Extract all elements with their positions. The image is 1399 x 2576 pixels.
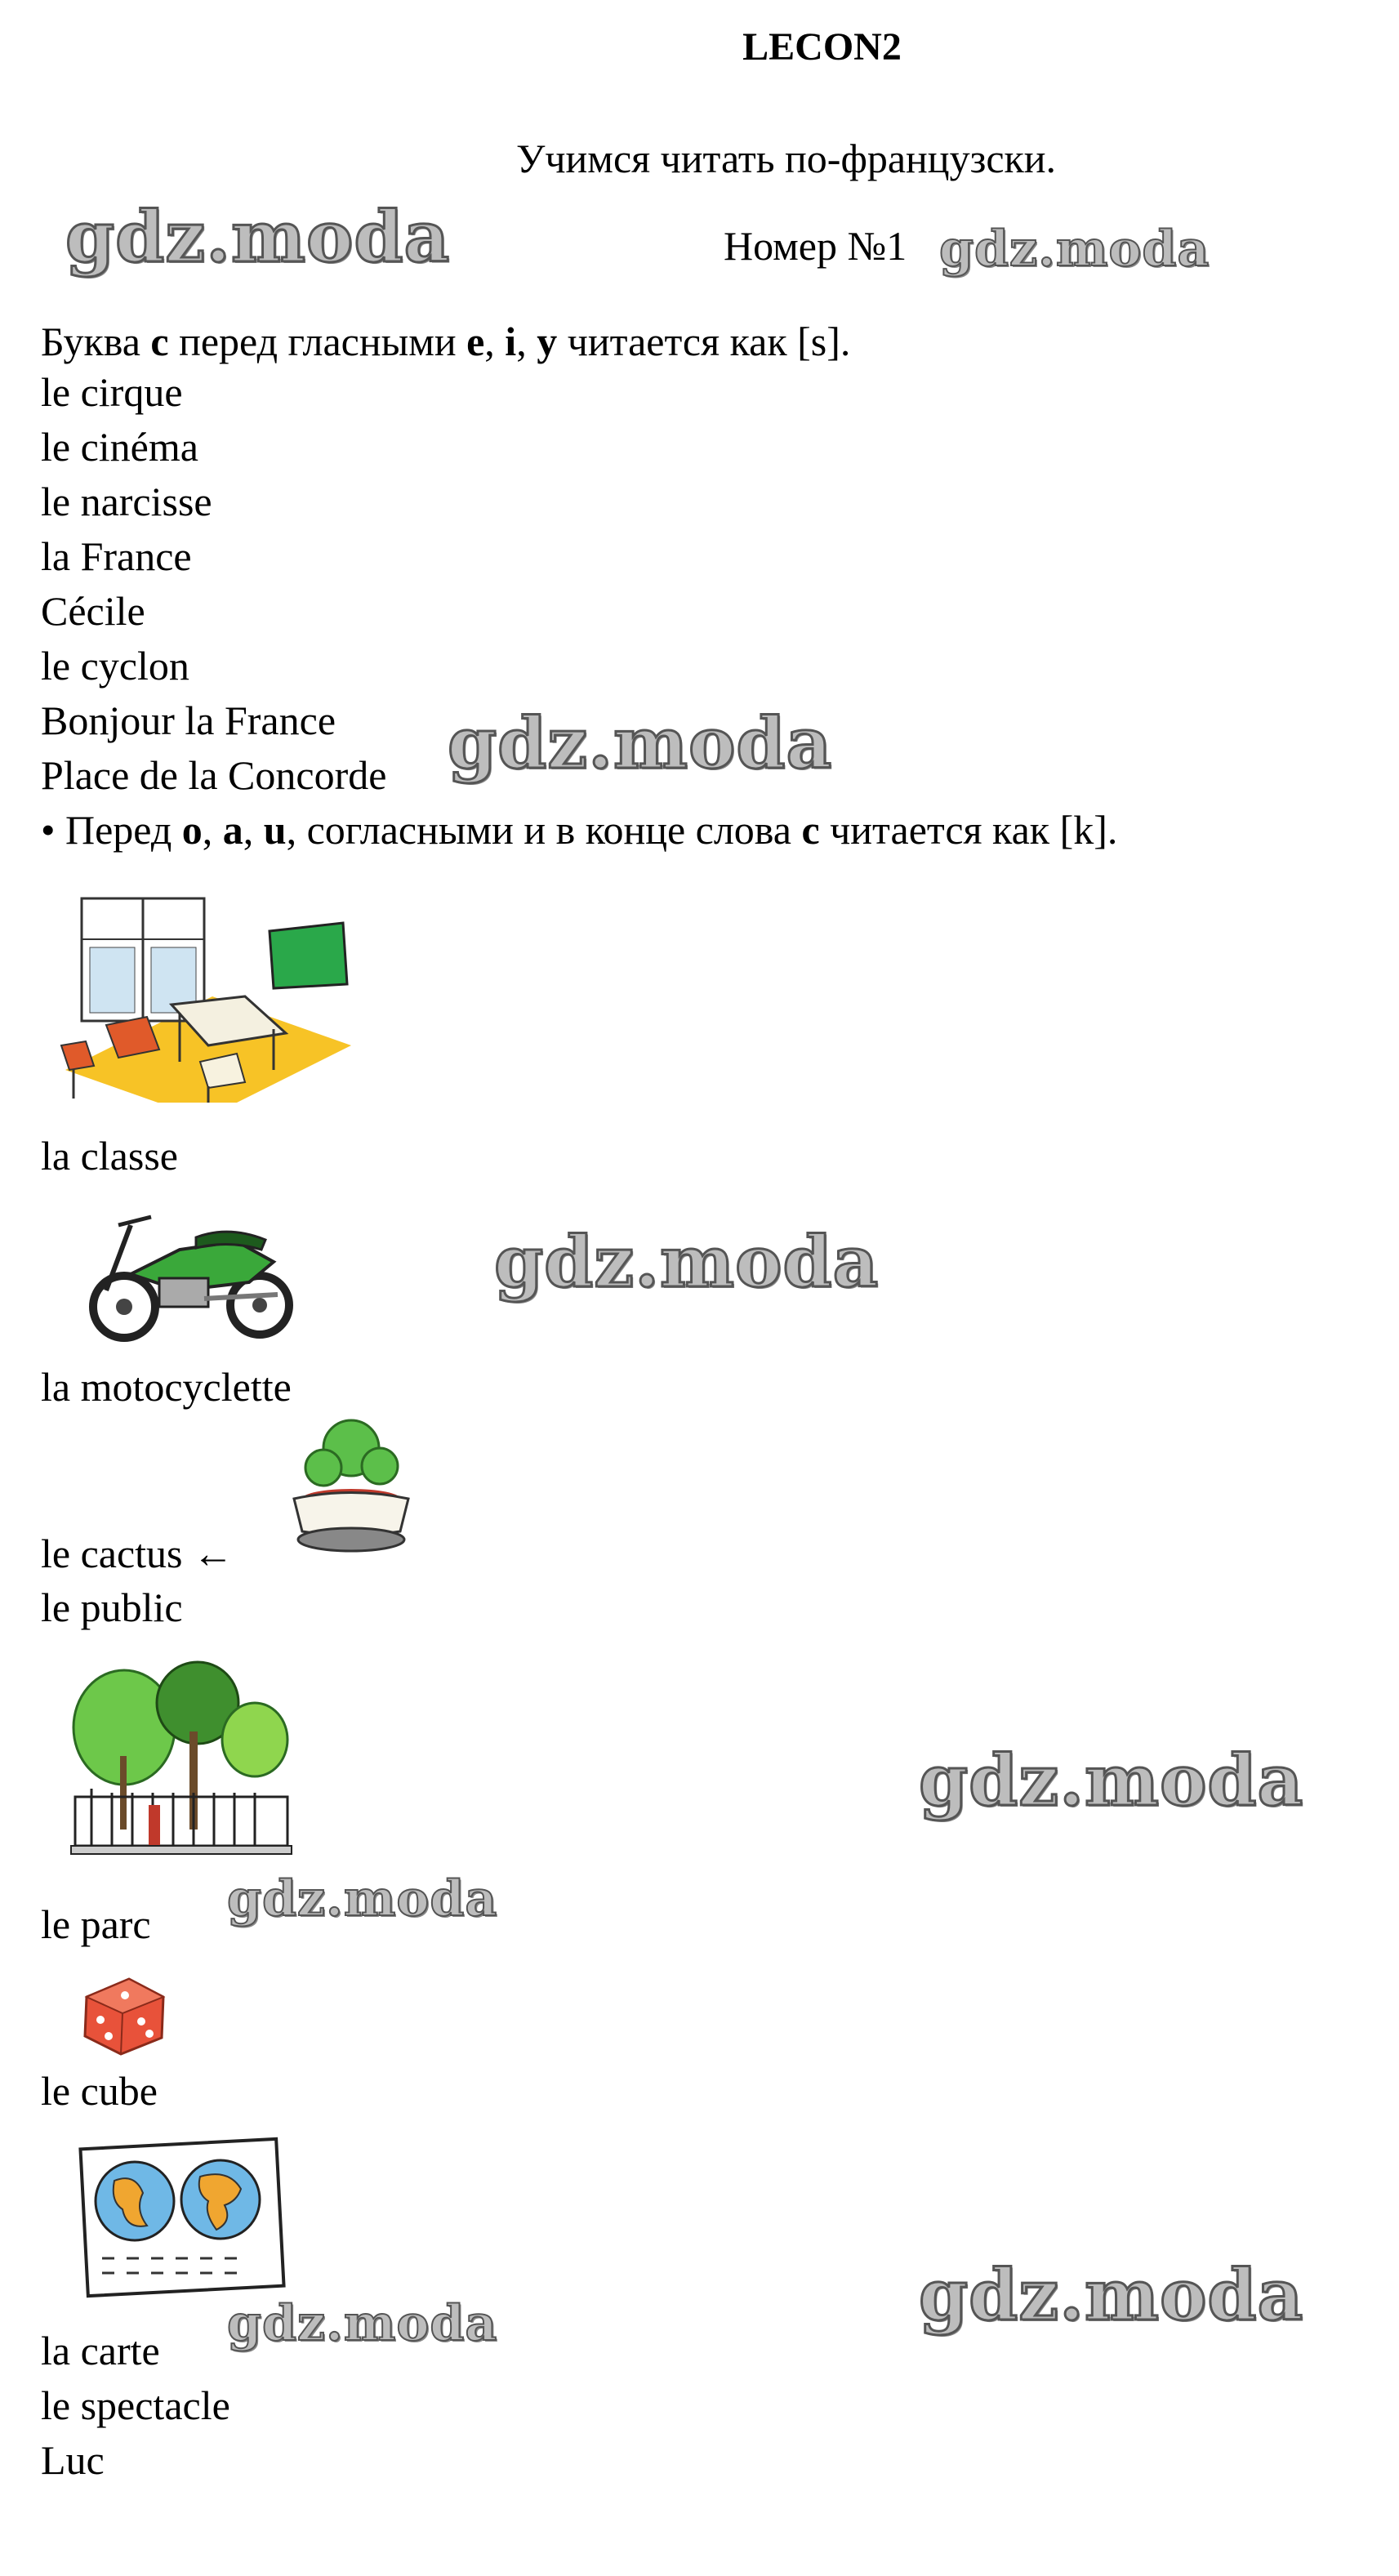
word-item: Cécile xyxy=(41,588,145,634)
watermark: gdz.moda xyxy=(919,2254,1304,2337)
word-item: le cube xyxy=(41,2068,158,2114)
subtitle: Учимся читать по-французски. xyxy=(516,136,1057,181)
exercise-number: Номер №1 xyxy=(724,223,907,269)
word-item: le narcisse xyxy=(41,479,212,524)
park-picture xyxy=(67,1658,296,1862)
watermark: gdz.moda xyxy=(227,2295,498,2352)
word-item: Place de la Concorde xyxy=(41,752,387,798)
word-item: la classe xyxy=(41,1133,178,1179)
word-item: le cactus ← xyxy=(41,1531,234,1576)
word-item: la France xyxy=(41,533,192,579)
word-item: Bonjour la France xyxy=(41,697,336,743)
lesson-title: LECON2 xyxy=(742,25,902,69)
word-item: le cirque xyxy=(41,369,183,415)
word-item: le parc xyxy=(41,1901,151,1947)
word-item: Luc xyxy=(41,2437,105,2483)
word-item: le spectacle xyxy=(41,2382,230,2428)
word-item: le cinéma xyxy=(41,424,198,470)
rule-k: • Перед o, a, u, согласными и в конце слова c читается как [k]. xyxy=(41,807,1118,853)
watermark: gdz.moda xyxy=(448,702,833,785)
rule-s: Буква c перед гласными e, i, y читается как [s]. xyxy=(41,319,851,364)
dice-picture xyxy=(80,1972,170,2058)
word-item: la motocyclette xyxy=(41,1364,292,1410)
cactus-picture xyxy=(286,1417,421,1560)
watermark: gdz.moda xyxy=(919,1740,1304,1822)
word-item: le cyclon xyxy=(41,643,189,689)
word-item: la carte xyxy=(41,2328,160,2373)
watermark: gdz.moda xyxy=(494,1221,880,1304)
watermark: gdz.moda xyxy=(65,196,451,279)
motorcycle-picture xyxy=(74,1192,310,1348)
watermark: gdz.moda xyxy=(227,1870,498,1928)
world-map-picture xyxy=(78,2136,286,2299)
classroom-picture xyxy=(49,882,359,1103)
word-item: le public xyxy=(41,1584,183,1630)
watermark: gdz.moda xyxy=(939,221,1210,278)
